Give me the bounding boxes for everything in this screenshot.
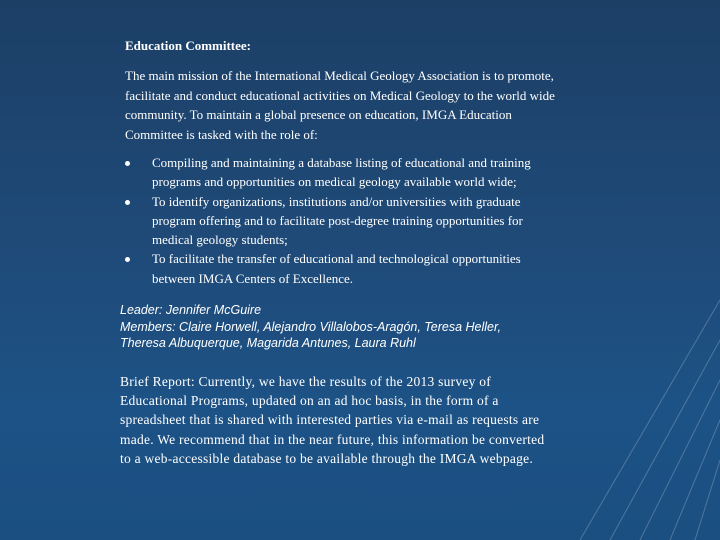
members-line: Members: Claire Horwell, Alejandro Villalobos-Aragón, Teresa Heller, Theresa Albuquerque, Magarida Antunes, Laura Ruhl [120,319,501,350]
leader-line: Leader: Jennifer McGuire [120,303,262,317]
brief-report: Brief Report: Currently, we have the results of the 2013 survey of Educational Programs, updated on an ad hoc basis, in the form of a spreadsheet that is shared with interested parties via e-mail as requests are made. We recommend that in the near future, this information be converted to a web-accessible database to be available through the IMGA webpage. [120,374,545,466]
section-heading: Education Committee: [125,38,252,53]
bullet-icon [125,161,130,166]
list-item [125,192,565,250]
role-text: Compiling and maintaining a database listing of educational and training programs and opportunities on medical geology available world wide; [152,155,531,190]
mission-paragraph: The main mission of the International Medical Geology Association is to promote, facilitate and conduct educational activities on Medical Geology to the world wide community. To maintain a global presence on education, IMGA Education Committee is tasked with the role of: [125,68,555,142]
list-item [125,153,565,192]
bullet-icon [125,257,130,262]
team-block [120,302,540,352]
list-item [125,249,565,288]
role-text: To facilitate the transfer of educational and technological opportunities between IMGA Centers of Excellence. [152,251,521,286]
roles-list [125,153,565,288]
role-text: To identify organizations, institutions and/or universities with graduate program offering and to facilitate post-degree training opportunities for medical geology students; [152,193,523,248]
decorative-lines [580,280,720,540]
bullet-icon [125,200,130,205]
